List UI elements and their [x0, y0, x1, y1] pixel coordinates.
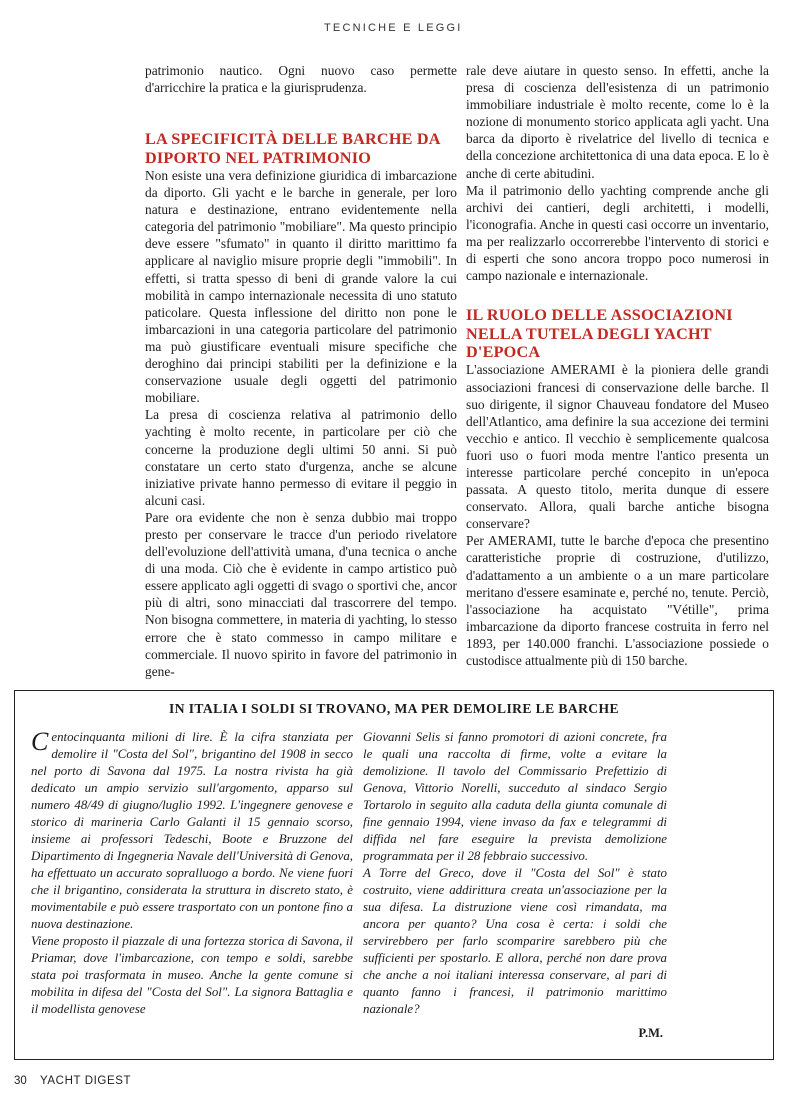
- paragraph: Per AMERAMI, tutte le barche d'epoca che presentino caratteristiche proprie di costruzione, d'utilizzo, d'adattamento a un ambiente o a un mare particolare meritano d'essere esaminate e, perché no, tenute. Perciò, l'associazione ha acquistato "Vétille", prima imbarcazione da diporto francese costruita in ferro nel 1893, per 140.000 franchi. L'associazione possiede o custodisce attualmente più di 150 barche.: [466, 533, 769, 669]
- paragraph: Viene proposto il piazzale di una fortezza storica di Savona, il Priamar, dove l'imbarcazione, con tempo e soldi, sarebbe stata poi trasformata in museo. Anche la gente comune si mobilita in difesa del "Costa del Sol". La signora Battaglia e il modellista genovese: [31, 934, 353, 1016]
- paragraph: L'associazione AMERAMI è la pioniera delle grandi associazioni francesi di conservazione delle barche. Il suo dirigente, il signor Chauveau fondatore del Museo dell'Atlantico, ama definire la sua accezione dei termini vecchio e antico. Il vecchio è semplicemente qualcosa fuori uso o fuori moda mentre l'antico presenta un interesse particolare perché concepito in un'epoca passata. A questo titolo, merita dunque di essere conservato. Allora, quali barche antiche bisogna conservare?: [466, 362, 769, 532]
- paragraph: La presa di coscienza relativa al patrimonio dello yachting è molto recente, in particolare per ciò che concerne la produzione degli ultimi 50 anni. Si può constatare un certo stato d'urgenza, anche se alcune iniziative private hanno permesso di evitare il peggio in alcuni casi.: [145, 407, 457, 508]
- box-title: IN ITALIA I SOLDI SI TROVANO, MA PER DEMOLIRE LE BARCHE: [169, 701, 619, 716]
- right-column: [466, 62, 769, 669]
- paragraph: A Torre del Greco, dove il "Costa del Sol" è stato costruito, viene addirittura creata un'associazione per la sua difesa. La distruzione viene così rimandata, ma ancora per quanto? Una cosa è certa: i soldi che servirebbero per farlo scomparire sarebbero più che sufficienti per spostarlo. E allora, perché non dare prova che anche a noi italiani interessa conservare, al pari di quanto fanno i francesi, il patrimonio marittimo nazionale?: [363, 866, 667, 1016]
- box-right-column: [363, 729, 667, 1018]
- author-signature: P.M.: [638, 1026, 663, 1040]
- left-column: [145, 62, 457, 680]
- paragraph: [31, 729, 353, 933]
- paragraph: rale deve aiutare in questo senso. In effetti, anche la presa di coscienza dell'esistenza di un patrimonio immobiliare industriale è molto recente, come lo è la nozione di monumento storico applicata agli yacht. Una barca da diporto è rivelatrice del livello di tecnica e della concezione architettonica di una data epoca. E lo è anche di certe abitudini.: [466, 63, 769, 181]
- section-heading: IL RUOLO DELLE ASSOCIAZIONI NELLA TUTELA DEGLI YACHT D'EPOCA: [466, 306, 733, 362]
- paragraph: Non esiste una vera definizione giuridica di imbarcazione da diporto. Gli yacht e le barche in generale, per loro natura e destinazione, entrano evidentemente nella categoria del patrimonio "mobiliare". Ma questo principio deve essere "sfumato" in quanto il diritto marittimo fa applicare al naviglio misure proprie degli "immobili". In effetti, si tratta spesso di beni di grande valore la cui mobilità in campo internazionale necessita di uno statuto paticolare. Questa inflessione del diritto non pone le imbarcazioni in una categoria particolare del patrimonio ma può giustificare eventuali misure specifiche che deroghino dai principi stabiliti per la definizione e la conservazione usuale degli oggetti del patrimonio mobiliare.: [145, 168, 457, 406]
- paragraph-text: entocinquanta milioni di lire. È la cifra stanziata per demolire il "Costa del Sol", brigantino del 1908 in secco nel porto di Savona dal 1975. La nostra rivista ha già dedicato un ampio servizio sull'argomento, apparso sul numero 48/49 di giugno/luglio 1992. L'ingegnere genovese e storico di marineria Carlo Galanti il 15 gennaio scorso, insieme ai professori Tedeschi, Boote e Bruzzone del Dipartimento di Ingegneria Navale dell'Università di Genova, ha effettuato un accurato sopralluogo a bordo. Ne viene fuori che il brigantino, considerata la struttura in discreto stato, è movimentabile e può essere trasportato con un pontone fino a nuova destinazione.: [31, 730, 353, 931]
- magazine-name: YACHT DIGEST: [40, 1075, 132, 1087]
- page-footer: [14, 1075, 131, 1087]
- section-heading: LA SPECIFICITÀ DELLE BARCHE DA DIPORTO NEL PATRIMONIO: [145, 130, 440, 167]
- page-number: 30: [14, 1075, 27, 1087]
- section-header: TECNICHE E LEGGI: [324, 22, 463, 34]
- drop-cap: C: [31, 727, 49, 756]
- sidebar-box: [14, 690, 774, 1060]
- paragraph: Giovanni Selis si fanno promotori di azioni concrete, fra le quali una raccolta di firme, volte a evitare la demolizione. Il tavolo del Commissario Prefettizio di Genova, Vittorio Norelli, succeduto al sindaco Sergio Tortarolo in seguito alla caduta della giunta comunale di fine gennaio 1994, viene invaso da fax e telegrammi di diffida nel fare eseguire la prevista demolizione programmata per il 28 febbraio successivo.: [363, 730, 667, 863]
- paragraph: patrimonio nautico. Ogni nuovo caso permette d'arricchire la pratica e la giurisprudenza.: [145, 63, 457, 96]
- paragraph: Ma il patrimonio dello yachting comprende anche gli archivi dei cantieri, degli architetti, i modelli, l'iconografia. Anche in questi casi occorre un inventario, ma per realizzarlo occorrerebbe l'intervento di storici e di esperti che sono ancora troppo poco numerosi in campo nazionale e internazionale.: [466, 182, 769, 284]
- paragraph: Pare ora evidente che non è senza dubbio mai troppo presto per conservare le tracce d'un periodo rivelatore dell'evoluzione dell'attività umana, d'una tecnica o anche di una moda. Ciò che è evidente in campo artistico può essere applicato agli oggetti di svago o sportivi che, ancor più di altri, sono minacciati dal trascorrere del tempo. Non bisogna commettere, in materia di yachting, lo stesso errore che è stato commesso in campo militare e commerciale. Il nuovo spirito in favore del patrimonio in gene-: [145, 509, 457, 679]
- box-left-column: [31, 729, 353, 1018]
